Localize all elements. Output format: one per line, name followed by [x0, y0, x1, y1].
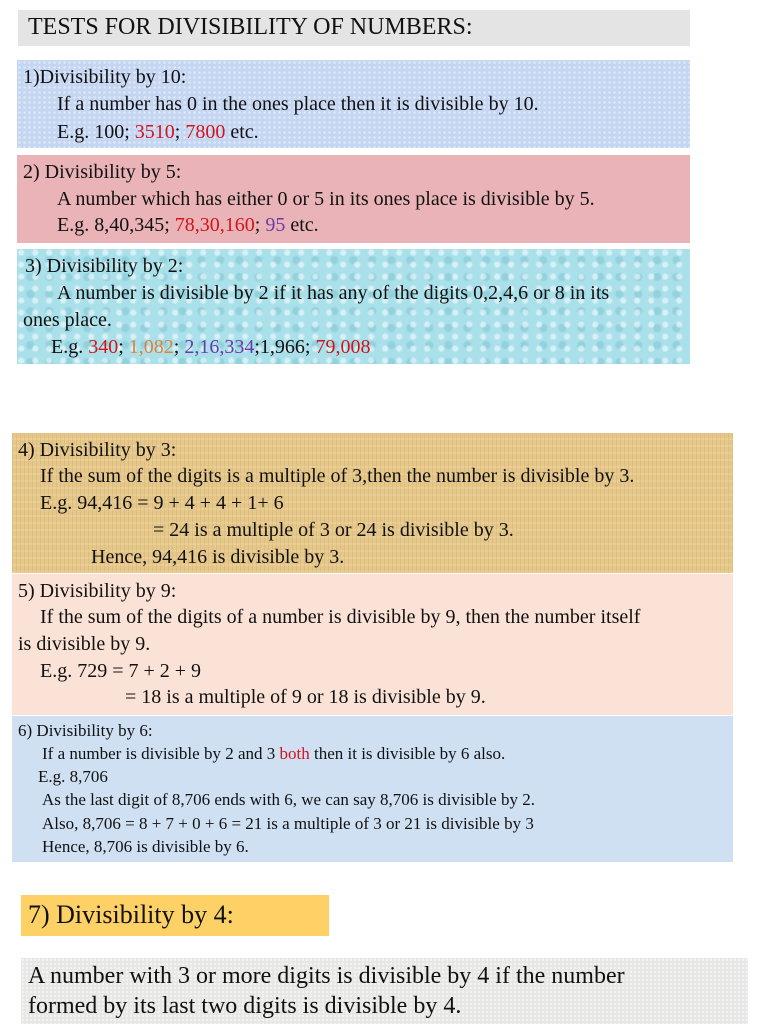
- section-rule-line-1: A number is divisible by 2 if it has any of the digits 0,2,4,6 or 8 in its: [57, 282, 610, 304]
- example-line-1: As the last digit of 8,706 ends with 6, we can say 8,706 is divisible by 2.: [42, 790, 535, 809]
- section-heading: 7) Divisibility by 4:: [28, 900, 234, 929]
- example-line-1: E.g. 729 = 7 + 2 + 9: [40, 660, 202, 682]
- example-red-number: 78,30,160: [174, 214, 255, 236]
- section-heading: 5) Divisibility by 9:: [18, 580, 177, 602]
- section-conclusion: Hence, 94,416 is divisible by 3.: [91, 546, 345, 568]
- example-prefix: E.g.: [51, 336, 89, 358]
- example-red-number: 3510: [134, 121, 175, 143]
- section-heading: 1)Divisibility by 10:: [23, 66, 187, 88]
- section-rule: [42, 744, 505, 764]
- section-divisibility-by-9: [12, 574, 733, 715]
- section-rule: If the sum of the digits is a multiple of 3,then the number is divisible by 3.: [40, 465, 635, 487]
- section-divisibility-by-2: [17, 249, 690, 364]
- example-line-1: E.g. 94,416 = 9 + 4 + 4 + 1+ 6: [40, 492, 284, 514]
- example-red-number: 340: [88, 336, 119, 358]
- section-divisibility-by-3: [12, 433, 733, 573]
- example-purple-number: 95: [265, 214, 286, 236]
- section-rule-line-1: A number with 3 or more digits is divisible by 4 if the number: [28, 963, 625, 989]
- example-number: E.g. 8,706: [38, 767, 108, 786]
- page-title-box: [18, 10, 690, 46]
- example-red-number: 7800: [185, 121, 226, 143]
- example-line-2: Also, 8,706 = 8 + 7 + 0 + 6 = 21 is a multiple of 3 or 21 is divisible by 3: [42, 814, 534, 833]
- section-divisibility-by-10: [17, 60, 690, 148]
- section-rule-line-2: is divisible by 9.: [18, 633, 151, 655]
- section-heading: 4) Divisibility by 3:: [18, 439, 177, 461]
- rule-suffix: then it is divisible by 6 also.: [309, 744, 506, 763]
- section-example: [57, 214, 319, 237]
- example-line-2: = 24 is a multiple of 3 or 24 is divisible by 3.: [153, 519, 514, 541]
- section-conclusion: Hence, 8,706 is divisible by 6.: [42, 837, 249, 856]
- section-example: [51, 336, 370, 359]
- section-rule-line-1: If the sum of the digits of a number is divisible by 9, then the number itself: [40, 606, 641, 628]
- section-rule-line-2: formed by its last two digits is divisible by 4.: [28, 993, 462, 1019]
- section-heading: 6) Divisibility by 6:: [18, 721, 153, 740]
- section-divisibility-by-4-heading-box: [21, 895, 329, 936]
- example-black-number: ;1,966;: [254, 336, 316, 358]
- example-suffix: etc.: [225, 121, 259, 143]
- section-heading: 2) Divisibility by 5:: [23, 161, 182, 183]
- section-divisibility-by-4-body: [21, 958, 748, 1024]
- section-divisibility-by-6: [12, 716, 733, 862]
- rule-prefix: If a number is divisible by 2 and 3: [42, 744, 280, 763]
- section-rule: If a number has 0 in the ones place then it is divisible by 10.: [57, 93, 539, 115]
- section-divisibility-by-5: [17, 155, 690, 243]
- rule-emphasis: both: [279, 744, 310, 763]
- example-red-number: 79,008: [315, 336, 371, 358]
- example-prefix: E.g. 100;: [57, 121, 135, 143]
- example-prefix: E.g. 8,40,345;: [57, 214, 175, 236]
- example-separator: ;: [173, 336, 185, 358]
- section-rule: A number which has either 0 or 5 in its ones place is divisible by 5.: [57, 188, 595, 210]
- section-heading: 3) Divisibility by 2:: [25, 255, 184, 277]
- page-title: TESTS FOR DIVISIBILITY OF NUMBERS:: [28, 14, 473, 40]
- section-example: [57, 121, 259, 144]
- example-line-2: = 18 is a multiple of 9 or 18 is divisible by 9.: [125, 686, 486, 708]
- example-separator: ;: [118, 336, 129, 358]
- example-separator: ;: [254, 214, 266, 236]
- example-separator: ;: [174, 121, 186, 143]
- example-purple-number: 2,16,334: [184, 336, 255, 358]
- example-suffix: etc.: [285, 214, 319, 236]
- section-rule-line-2: ones place.: [23, 309, 112, 331]
- example-orange-number: 1,082: [128, 336, 174, 358]
